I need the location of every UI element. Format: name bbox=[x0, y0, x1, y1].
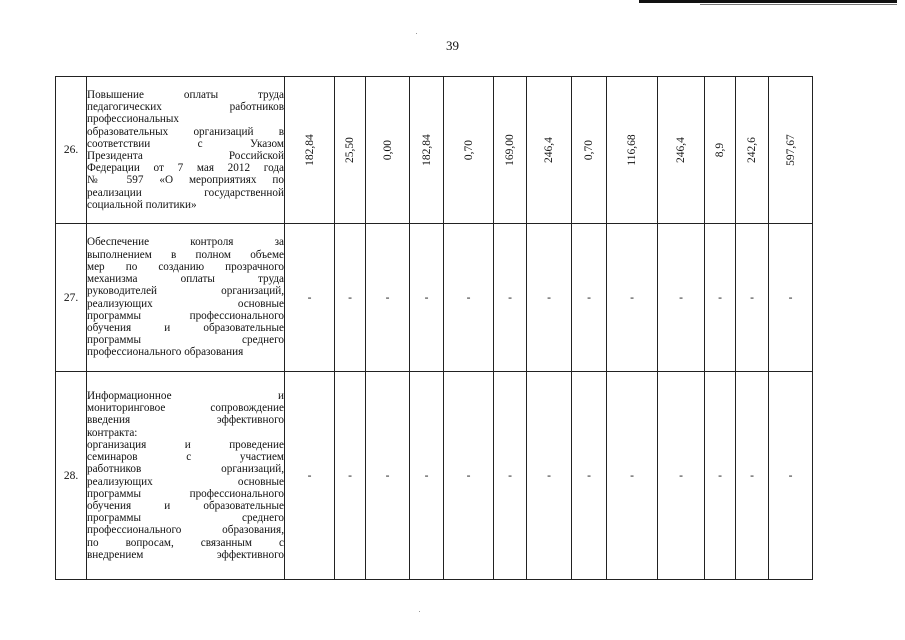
value-cell: 242,6 bbox=[736, 77, 769, 224]
value-cell: - bbox=[769, 372, 813, 580]
value-cell: 597,67 bbox=[769, 77, 813, 224]
value-cell: - bbox=[658, 372, 705, 580]
row-description: Информационное и мониторинговое сопровождение введения эффективного контракта: организация и проведение семинаров с участием работников организаций, реализующих основные программы профессионального обучения и образовательные программы среднего профессионального образования, по вопросам, связанным с внедрением эффективного bbox=[87, 372, 285, 580]
value-cell: 0,70 bbox=[444, 77, 494, 224]
value-cell: - bbox=[607, 224, 658, 372]
table-row bbox=[56, 77, 813, 224]
value-cell: 116,68 bbox=[607, 77, 658, 224]
value-cell: - bbox=[335, 372, 366, 580]
value-cell: - bbox=[572, 372, 607, 580]
value-cell: - bbox=[285, 372, 335, 580]
value-cell: - bbox=[736, 224, 769, 372]
value-cell: - bbox=[366, 224, 410, 372]
value-cell: - bbox=[410, 224, 444, 372]
value-cell: - bbox=[736, 372, 769, 580]
value-cell: 8,9 bbox=[705, 77, 736, 224]
value-cell: - bbox=[366, 372, 410, 580]
header-rule-thin bbox=[700, 4, 897, 5]
table-row bbox=[56, 224, 813, 372]
header-rule bbox=[639, 0, 897, 3]
scan-speck bbox=[419, 611, 420, 612]
row-number: 27. bbox=[56, 224, 87, 372]
value-cell: - bbox=[527, 224, 572, 372]
value-cell: 169,00 bbox=[494, 77, 527, 224]
value-cell: - bbox=[494, 372, 527, 580]
table-row bbox=[56, 372, 813, 580]
row-number: 28. bbox=[56, 372, 87, 580]
value-cell: - bbox=[410, 372, 444, 580]
row-number: 26. bbox=[56, 77, 87, 224]
value-cell: - bbox=[335, 224, 366, 372]
row-description: Обеспечение контроля за выполнением в полном объеме мер по созданию прозрачного механизма оплаты труда руководителей организаций, реализующих основные программы профессионального обучения и образовательные программы среднего профессионального образования bbox=[87, 224, 285, 372]
value-cell: 246,4 bbox=[527, 77, 572, 224]
row-description: Повышение оплаты труда педагогических работников профессиональных образовательных организаций в соответствии с Указом Президента Российской Федерации от 7 мая 2012 года № 597 «О мероприятиях по реализации государственной социальной политики» bbox=[87, 77, 285, 224]
value-cell: 182,84 bbox=[285, 77, 335, 224]
value-cell: 182,84 bbox=[410, 77, 444, 224]
value-cell: 0,70 bbox=[572, 77, 607, 224]
value-cell: - bbox=[572, 224, 607, 372]
value-cell: - bbox=[705, 224, 736, 372]
value-cell: 0,00 bbox=[366, 77, 410, 224]
value-cell: - bbox=[705, 372, 736, 580]
measures-table bbox=[55, 76, 813, 580]
value-cell: - bbox=[658, 224, 705, 372]
value-cell: 25,50 bbox=[335, 77, 366, 224]
scan-speck bbox=[416, 33, 417, 34]
page-number: 39 bbox=[446, 38, 459, 53]
value-cell: - bbox=[444, 372, 494, 580]
value-cell: - bbox=[285, 224, 335, 372]
value-cell: - bbox=[444, 224, 494, 372]
value-cell: - bbox=[769, 224, 813, 372]
value-cell: - bbox=[494, 224, 527, 372]
value-cell: - bbox=[607, 372, 658, 580]
value-cell: - bbox=[527, 372, 572, 580]
value-cell: 246,4 bbox=[658, 77, 705, 224]
